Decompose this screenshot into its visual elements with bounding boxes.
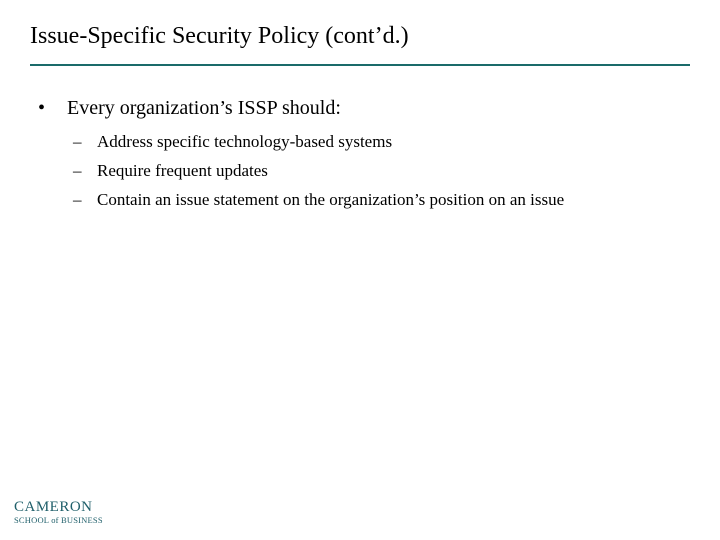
dash-marker: – (73, 161, 82, 180)
logo-subtitle: SCHOOL of BUSINESS (14, 515, 103, 525)
cameron-logo (14, 499, 104, 526)
sub-bullet-text: Address specific technology-based systems (97, 132, 393, 151)
slide-title: Issue-Specific Security Policy (cont’d.) (30, 23, 409, 49)
sub-bullet-item (0, 127, 720, 156)
bullet-list (0, 95, 720, 214)
dash-marker: – (73, 132, 82, 151)
bullet-item (0, 95, 720, 121)
bullet-text: Every organization’s ISSP should: (67, 97, 341, 119)
sub-bullet-item (0, 156, 720, 185)
sub-bullet-list (0, 127, 720, 214)
title-divider (30, 64, 690, 66)
sub-bullet-item (0, 185, 720, 214)
bullet-marker: • (38, 97, 46, 119)
dash-marker: – (73, 190, 82, 209)
sub-bullet-text: Contain an issue statement on the organization’s position on an issue (97, 190, 565, 209)
logo-wordmark: CAMERON (14, 499, 93, 515)
sub-bullet-text: Require frequent updates (97, 161, 268, 180)
